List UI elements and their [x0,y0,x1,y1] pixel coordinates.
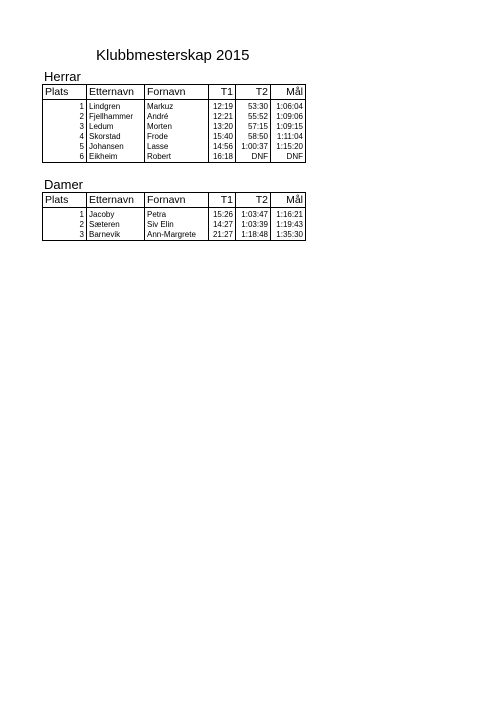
cell-fornavn: Morten [145,122,209,132]
cell-fornavn: Petra [145,208,209,221]
cell-fornavn: Robert [145,152,209,163]
cell-plats: 2 [43,220,87,230]
cell-fornavn: Siv Elin [145,220,209,230]
table-header-row [43,85,306,100]
cell-t2: 58:50 [236,132,271,142]
cell-mal: 1:19:43 [271,220,306,230]
cell-plats: 2 [43,112,87,122]
table-row [43,230,306,241]
cell-etternavn: Eikheim [87,152,145,163]
cell-plats: 1 [43,208,87,221]
cell-t2: DNF [236,152,271,163]
table-row [43,152,306,163]
table-row [43,112,306,122]
cell-mal: 1:15:20 [271,142,306,152]
cell-t2: 1:00:37 [236,142,271,152]
column-header-fornavn: Fornavn [145,193,209,208]
table-body-herrar [43,100,306,163]
column-header-t1: T1 [209,85,236,100]
cell-plats: 3 [43,122,87,132]
column-header-plats: Plats [43,193,87,208]
results-table-herrar [42,84,306,163]
cell-t1: 15:40 [209,132,236,142]
cell-fornavn: Lasse [145,142,209,152]
cell-mal: 1:09:15 [271,122,306,132]
column-header-t2: T2 [236,193,271,208]
table-body-damer [43,208,306,241]
cell-etternavn: Ledum [87,122,145,132]
column-header-fornavn: Fornavn [145,85,209,100]
cell-t1: 14:56 [209,142,236,152]
cell-etternavn: Jacoby [87,208,145,221]
column-header-t1: T1 [209,193,236,208]
column-header-plats: Plats [43,85,87,100]
column-header-t2: T2 [236,85,271,100]
cell-t2: 57:15 [236,122,271,132]
table-row [43,220,306,230]
cell-plats: 4 [43,132,87,142]
cell-plats: 1 [43,100,87,113]
column-header-mal: Mål [271,85,306,100]
cell-etternavn: Sæteren [87,220,145,230]
table-row [43,100,306,113]
cell-t1: 16:18 [209,152,236,163]
cell-fornavn: Ann-Margrete [145,230,209,241]
column-header-etternavn: Etternavn [87,193,145,208]
cell-mal: 1:06:04 [271,100,306,113]
cell-fornavn: Frode [145,132,209,142]
table-header-row [43,193,306,208]
section-heading-herrar: Herrar [44,69,81,84]
cell-etternavn: Johansen [87,142,145,152]
cell-mal: 1:09:06 [271,112,306,122]
cell-fornavn: Markuz [145,100,209,113]
cell-etternavn: Barnevik [87,230,145,241]
cell-t2: 53:30 [236,100,271,113]
cell-mal: 1:16:21 [271,208,306,221]
column-header-etternavn: Etternavn [87,85,145,100]
table-row [43,208,306,221]
cell-etternavn: Lindgren [87,100,145,113]
table-row [43,132,306,142]
cell-etternavn: Fjellhammer [87,112,145,122]
cell-t2: 1:03:47 [236,208,271,221]
cell-mal: DNF [271,152,306,163]
cell-t1: 12:21 [209,112,236,122]
cell-plats: 6 [43,152,87,163]
cell-t2: 55:52 [236,112,271,122]
cell-mal: 1:11:04 [271,132,306,142]
cell-plats: 5 [43,142,87,152]
cell-mal: 1:35:30 [271,230,306,241]
table-row [43,122,306,132]
cell-t1: 15:26 [209,208,236,221]
cell-t2: 1:18:48 [236,230,271,241]
page-title: Klubbmesterskap 2015 [96,47,250,64]
cell-t2: 1:03:39 [236,220,271,230]
column-header-mal: Mål [271,193,306,208]
cell-t1: 14:27 [209,220,236,230]
cell-etternavn: Skorstad [87,132,145,142]
cell-fornavn: André [145,112,209,122]
cell-plats: 3 [43,230,87,241]
cell-t1: 13:20 [209,122,236,132]
table-row [43,142,306,152]
cell-t1: 21:27 [209,230,236,241]
results-table-damer [42,192,306,241]
section-heading-damer: Damer [44,177,84,192]
cell-t1: 12:19 [209,100,236,113]
